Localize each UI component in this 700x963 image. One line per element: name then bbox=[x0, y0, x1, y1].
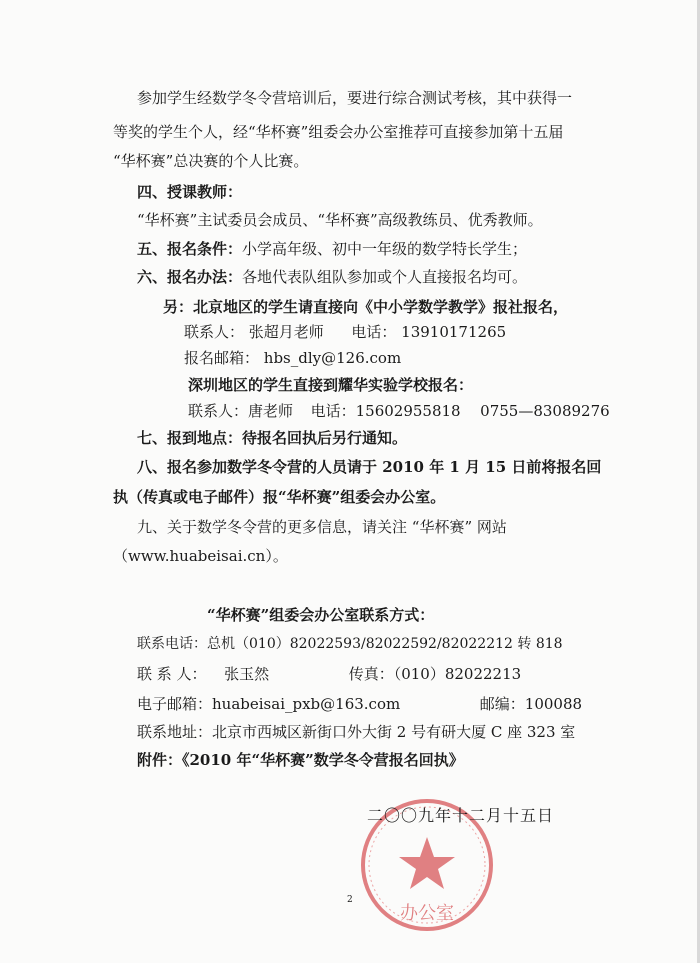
office-address-value: 北京市西城区新街口外大街 2 号有研大厦 C 座 323 室 bbox=[212, 723, 576, 741]
office-address-label: 联系地址： bbox=[137, 723, 213, 741]
section7 bbox=[137, 428, 407, 448]
section4-body: “华杯赛”主试委员会成员、“华杯赛”高级教练员、优秀教师。 bbox=[137, 211, 543, 229]
shenzhen-contact-label: 联系人： bbox=[188, 402, 249, 420]
office-address bbox=[137, 722, 575, 742]
shenzhen-phone1: 15602955818 bbox=[355, 402, 461, 420]
seal-text: 办公室 bbox=[400, 903, 454, 924]
shenzhen-phone-label: 电话： bbox=[310, 402, 356, 420]
section6-body: 各地代表队组队参加或个人直接报名均可。 bbox=[242, 268, 528, 286]
beijing-note: 另：北京地区的学生请直接向《中小学数学教学》报社报名， bbox=[163, 298, 569, 316]
section8-line1: 八、报名参加数学冬令营的人员请于 2010 年 1 月 15 日前将报名回 bbox=[137, 458, 602, 476]
paragraph1-line1: 参加学生经数学冬令营培训后，要进行综合测试考核，其中获得一 bbox=[137, 89, 573, 107]
section6 bbox=[137, 267, 527, 287]
beijing-email-value: hbs_dly@126.com bbox=[263, 349, 402, 367]
section5-body: 小学高年级、初中一年级的数学特长学生； bbox=[242, 240, 528, 258]
attachment: 附件：《2010 年“华杯赛”数学冬令营报名回执》 bbox=[137, 751, 464, 769]
document-date: 二〇〇九年十二月十五日 bbox=[367, 806, 555, 825]
paragraph1-line2: 等奖的学生个人，经“华杯赛”组委会办公室推荐可直接参加第十五届 bbox=[113, 123, 564, 141]
shenzhen-contact-name: 唐老师 bbox=[248, 402, 294, 420]
office-contact-name: 张玉然 bbox=[224, 665, 270, 683]
office-contact-label: 联 系 人： bbox=[137, 665, 207, 683]
seal-star-icon bbox=[399, 837, 455, 889]
office-email bbox=[137, 694, 582, 714]
section4-heading: 四、授课教师： bbox=[137, 183, 243, 201]
section8-line2: 执（传真或电子邮件）报“华杯赛”组委会办公室。 bbox=[113, 488, 446, 506]
office-title: “华杯赛”组委会办公室联系方式： bbox=[207, 606, 435, 624]
beijing-email-label: 报名邮箱： bbox=[184, 349, 260, 367]
section9-line1: 九、关于数学冬令营的更多信息，请关注 “华杯赛” 网站 bbox=[137, 518, 507, 536]
office-tel-value: 总机（010）82022593/82022592/82022212 转 818 bbox=[207, 636, 563, 652]
beijing-contact bbox=[184, 322, 506, 342]
office-email-label: 电子邮箱： bbox=[137, 695, 213, 713]
office-tel bbox=[137, 634, 563, 654]
beijing-email bbox=[184, 348, 401, 368]
section7-body: 待报名回执后另行通知。 bbox=[242, 429, 408, 447]
office-zip-label: 邮编： bbox=[479, 695, 525, 713]
office-fax: （010）82022213 bbox=[393, 665, 522, 683]
office-tel-label: 联系电话： bbox=[137, 636, 207, 652]
beijing-phone-label: 电话： bbox=[351, 323, 397, 341]
section5-heading: 五、报名条件： bbox=[137, 240, 243, 258]
page-number: 2 bbox=[347, 895, 353, 905]
office-contact bbox=[137, 664, 521, 684]
office-zip: 100088 bbox=[524, 695, 583, 713]
section9-line2: （www.huabeisai.cn）。 bbox=[113, 547, 288, 565]
beijing-phone: 13910171265 bbox=[401, 323, 507, 341]
section5 bbox=[137, 239, 527, 259]
shenzhen-contact bbox=[188, 401, 610, 421]
paragraph1-line3: “华杯赛”总决赛的个人比赛。 bbox=[113, 152, 309, 170]
section7-heading: 七、报到地点： bbox=[137, 429, 243, 447]
beijing-contact-name: 张超月老师 bbox=[248, 323, 324, 341]
shenzhen-phone2: 0755—83089276 bbox=[480, 402, 610, 420]
section6-heading: 六、报名办法： bbox=[137, 268, 243, 286]
shenzhen-note: 深圳地区的学生直接到耀华实验学校报名： bbox=[188, 376, 474, 394]
beijing-contact-label: 联系人： bbox=[184, 323, 245, 341]
office-email-value: huabeisai_pxb@163.com bbox=[212, 695, 401, 713]
office-fax-label: 传真： bbox=[348, 665, 394, 683]
